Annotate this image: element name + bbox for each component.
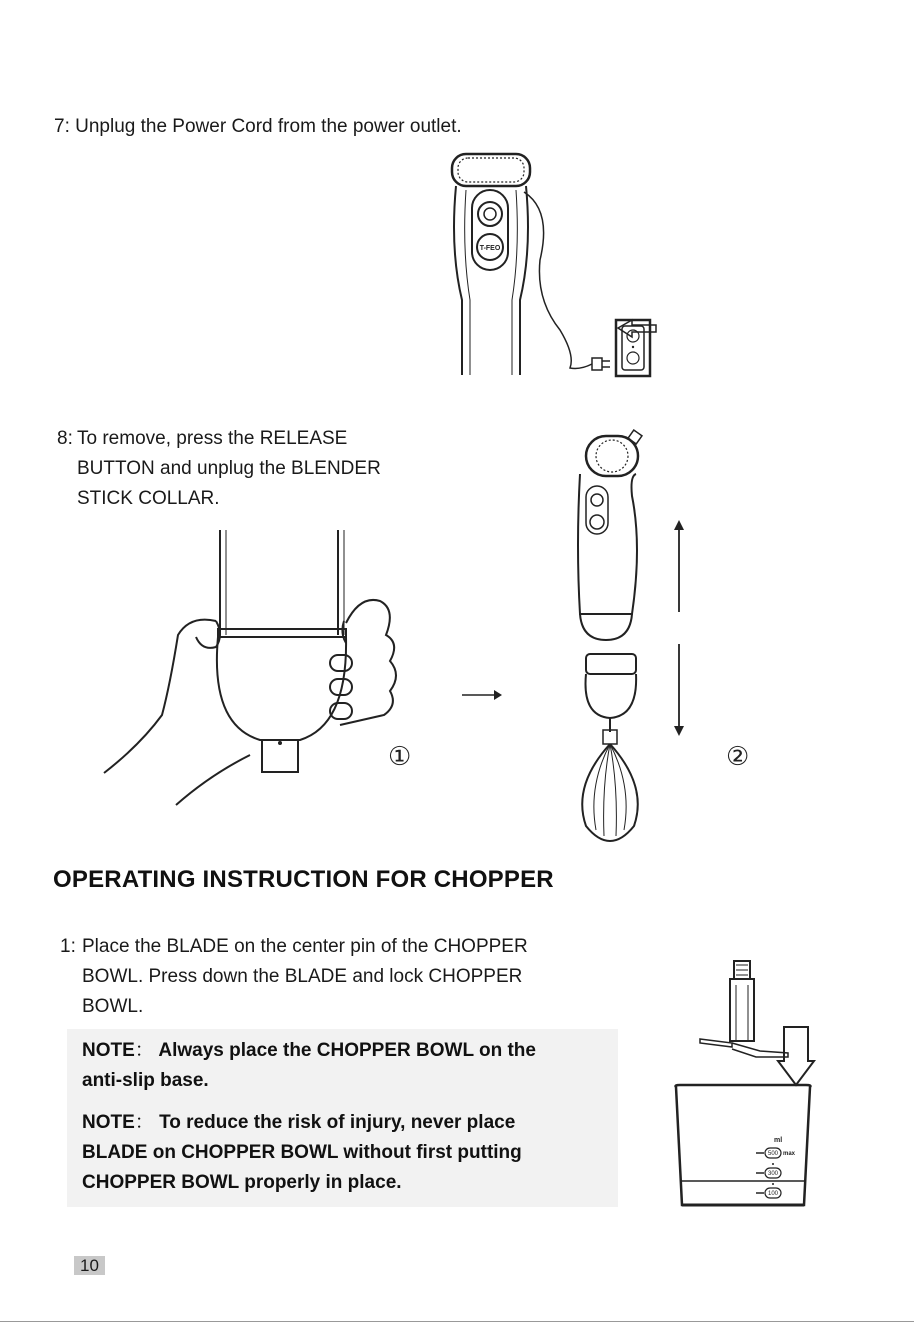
note-1-text-1: Always place the CHOPPER BOWL on the <box>158 1040 536 1061</box>
chopper-step-1-line-2: BOWL. Press down the BLADE and lock CHOPPER <box>82 966 523 987</box>
note-1-line-2 <box>82 1066 209 1096</box>
label-circled-2: ② <box>726 742 750 772</box>
note-1-label: NOTE <box>82 1040 135 1061</box>
bowl-unit-label: ml <box>774 1137 783 1144</box>
label-circled-1: ① <box>388 742 412 772</box>
note-1-text-2: anti-slip base. <box>82 1070 209 1091</box>
bottom-rule <box>0 1321 914 1322</box>
right-arrow-icon <box>462 688 502 702</box>
step-8-line-2: BUTTON and unplug the BLENDER <box>77 458 381 479</box>
step-8-line-1: To remove, press the RELEASE <box>77 428 348 449</box>
note-2-line-1 <box>82 1108 515 1138</box>
bowl-mark-top: 500 <box>767 1151 779 1157</box>
note-2-line-2 <box>82 1138 522 1168</box>
blender-whisk-illustration <box>572 426 692 850</box>
note-2-text-2: BLADE on CHOPPER BOWL without first putting <box>82 1142 522 1163</box>
note-2-text-3: CHOPPER BOWL properly in place. <box>82 1172 402 1193</box>
hand-release-illustration <box>100 525 400 815</box>
up-arrow-icon <box>672 520 686 614</box>
section-heading: OPERATING INSTRUCTION FOR CHOPPER <box>53 866 554 893</box>
bowl-mark-low: 100 <box>767 1191 779 1197</box>
chopper-step-1-line-3: BOWL. <box>82 996 144 1017</box>
note-2-line-3 <box>82 1168 402 1198</box>
page-number: 10 <box>74 1256 105 1275</box>
step-8-line-3: STICK COLLAR. <box>77 488 220 509</box>
bowl-mark-max: max <box>783 1151 796 1157</box>
chopper-step-1-number: 1: <box>60 936 76 957</box>
note-1-line-1 <box>82 1036 536 1066</box>
note-2-separator: ： <box>134 1112 154 1133</box>
step-8-number: 8: <box>57 428 73 449</box>
blender-unplug-illustration <box>440 150 670 380</box>
chopper-bowl-illustration <box>670 955 820 1215</box>
chopper-step-1-line-1: Place the BLADE on the center pin of the CHOPPER <box>82 936 528 957</box>
note-1-separator: ： <box>134 1040 154 1061</box>
note-2-text-1: To reduce the risk of injury, never place <box>159 1112 516 1133</box>
down-arrow-icon <box>672 644 686 738</box>
step-7-text: 7: Unplug the Power Cord from the power outlet. <box>54 116 462 137</box>
note-2-label: NOTE <box>82 1112 135 1133</box>
bowl-mark-mid: 300 <box>767 1171 779 1177</box>
blender-logo: T-FEO <box>479 245 501 252</box>
